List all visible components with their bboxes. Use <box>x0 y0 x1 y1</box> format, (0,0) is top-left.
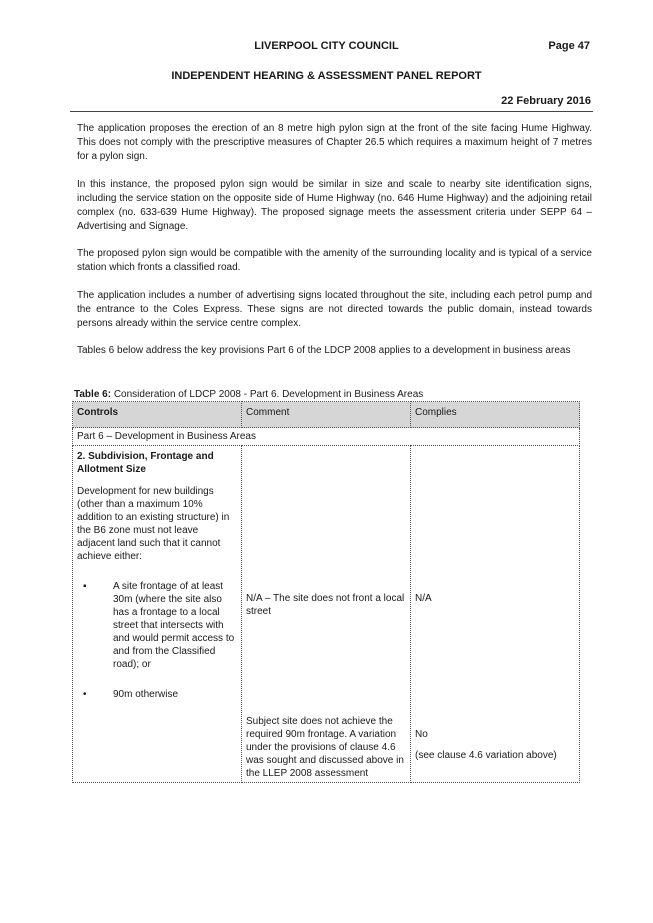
complies-value: N/A <box>415 593 432 604</box>
paragraph-pylon-amenity: The proposed pylon sign would be compatible with the amenity of the surrounding locality and is typical of a service station which fronts a classified road. <box>77 248 592 273</box>
table-caption-label: Table 6: <box>74 389 112 400</box>
clause-title: 2. Subdivision, Frontage and Allotment Size <box>77 451 214 475</box>
report-date: 22 February 2016 <box>501 95 591 107</box>
control-item <box>77 688 237 709</box>
control-item <box>77 580 237 671</box>
comment-text: Subject site does not achieve the required 90m frontage. A variation under the provisions of clause 4.6 was sought and discussed above in the LLEP 2008 assessment <box>246 716 404 779</box>
paragraph-tables-intro: Tables 6 below address the key provisions Part 6 of the LDCP 2008 applies to a development in business areas <box>77 345 571 356</box>
comment-text: N/A – The site does not front a local street <box>246 593 405 617</box>
council-name: LIVERPOOL CITY COUNCIL <box>254 40 399 52</box>
control-text: A site frontage of at least 30m (where the site also has a frontage to a local street that intersects with and would permit access to and from the Classified road); or <box>113 581 235 670</box>
header-complies: Complies <box>411 402 580 428</box>
header-comment: Comment <box>242 402 411 428</box>
page-number: Page 47 <box>548 40 590 52</box>
table-caption-text: Consideration of LDCP 2008 - Part 6. Development in Business Areas <box>111 389 424 400</box>
control-text: 90m otherwise <box>113 689 179 700</box>
table-header-row <box>73 402 580 428</box>
round-bullet-icon: • <box>83 689 87 700</box>
clause-cell <box>73 446 242 783</box>
paragraph-pylon-scale: In this instance, the proposed pylon sign would be similar in size and scale to nearby site identification signs, including the service station on the opposite side of Hume Highway (no. 646 Hume Highway) and the adjoining retail complex (no. 633-639 Hume Highway). The proposed signage meets the assessment criteria under SEPP 64 – Advertising and Signage. <box>77 179 592 232</box>
square-bullet-icon: ▪ <box>83 581 87 592</box>
section-title: Part 6 – Development in Business Areas <box>73 428 580 446</box>
paragraph-pylon-height: The application proposes the erection of an 8 metre high pylon sign at the front of the site facing Hume Highway. This does not comply with the prescriptive measures of Chapter 26.5 which requires a maximum height of 7 metres for a pylon sign. <box>77 123 592 162</box>
comment-cell <box>242 446 411 783</box>
table-caption <box>74 389 423 400</box>
complies-note: (see clause 4.6 variation above) <box>415 750 557 761</box>
complies-value: No <box>415 729 428 740</box>
complies-cell <box>411 446 580 783</box>
section-row <box>73 428 580 446</box>
header-divider <box>70 111 593 112</box>
controls-table <box>72 401 580 783</box>
table-row <box>73 446 580 783</box>
report-title: INDEPENDENT HEARING & ASSESSMENT PANEL REPORT <box>171 70 482 82</box>
header-controls: Controls <box>73 402 242 428</box>
clause-body: Development for new buildings (other than a maximum 10% addition to an existing structure) in the B6 zone must not leave adjacent land such that it cannot achieve either: <box>77 486 230 562</box>
paragraph-advertising-signs: The application includes a number of advertising signs located throughout the site, including each petrol pump and the entrance to the Coles Express. These signs are not directed towards the public domain, instead towards persons already within the service centre complex. <box>77 290 592 329</box>
